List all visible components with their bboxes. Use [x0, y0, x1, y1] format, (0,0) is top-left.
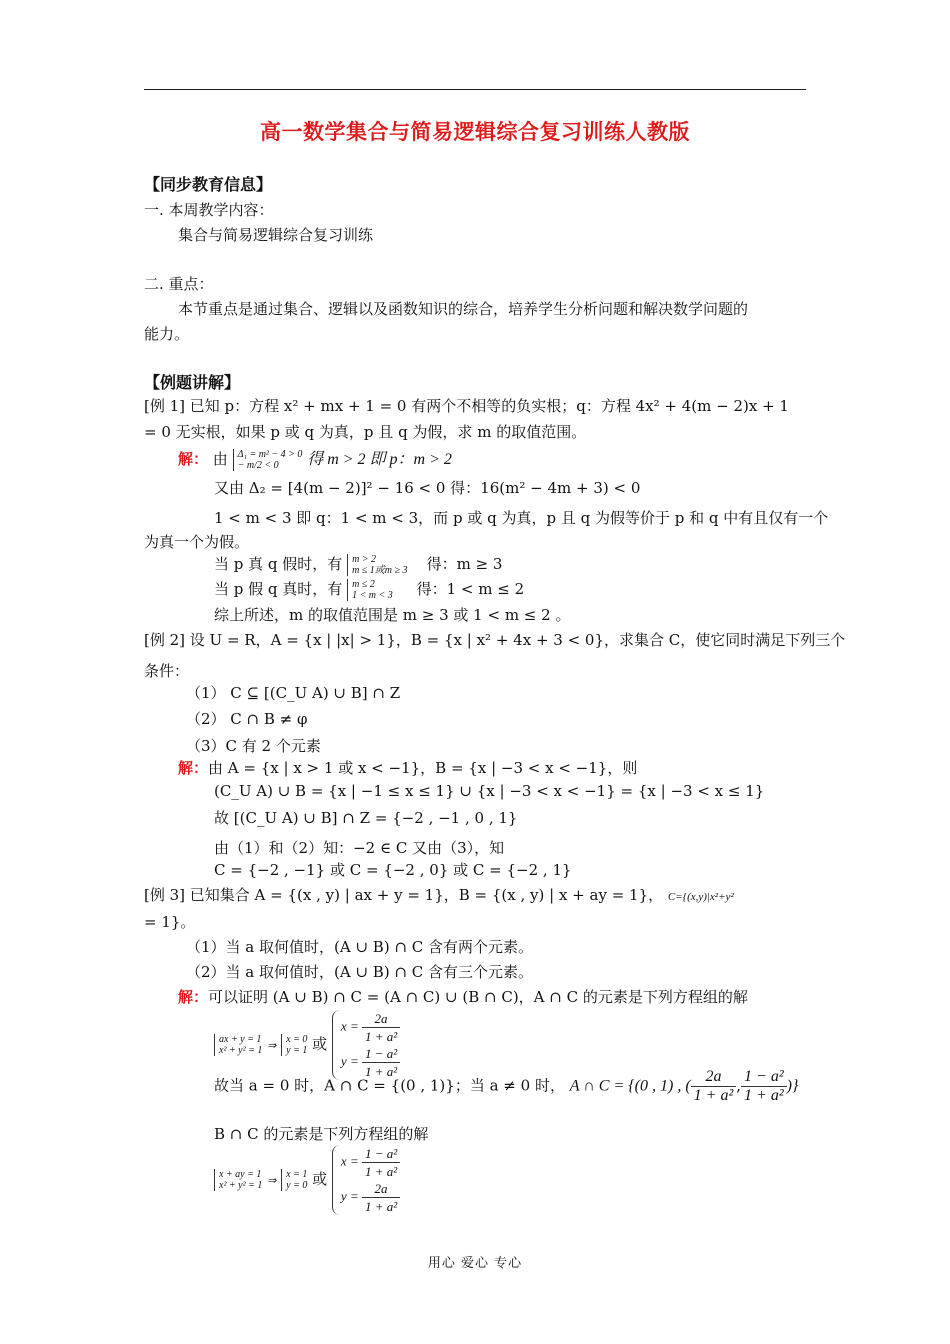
example3-solution-line2: 故当 a = 0 时，A ∩ C = {(0 , 1)}；当 a ≠ 0 时， A ∩ C = {(0 , 1) , ( $\frac{2a}{\text{1 + a²}}$ , $\frac{\text{1 − a²}}{\text{1 + a²}}$ )}: [214, 1068, 799, 1104]
item1-label: 一. 本周教学内容：: [144, 201, 274, 219]
equation-system-large: x = $\frac{2a}{\text{1 + a²}}$ y = $\frac{\text{1 − a²}}{\text{1 + a²}}$: [332, 1010, 400, 1080]
example3-solution-line1: 解：可以证明 (A ∪ B) ∩ C = (A ∩ C) ∪ (B ∩ C)，A ∩ C 的元素是下列方程组的解: [178, 988, 748, 1006]
example1-solution-line5: 当 p 真 q 假时，有 m > 2 m ≤ 1或m ≥ 3 得：m ≥ 3: [214, 554, 503, 576]
item1-text: 集合与简易逻辑综合复习训练: [178, 226, 374, 244]
example1-line1: [例 1] 已知 p：方程 x² + mx + 1 = 0 有两个不相等的负实根；q：方程 4x² + 4(m − 2)x + 1: [144, 397, 789, 415]
example3-question1: （1）当 a 取何值时，(A ∪ B) ∩ C 含有两个元素。: [186, 938, 534, 956]
equation-system-large: x = $\frac{\text{1 − a²}}{\text{1 + a²}}$ y = $\frac{2a}{\text{1 + a²}}$: [332, 1145, 400, 1215]
example2-condition3: （3）C 有 2 个元素: [186, 737, 321, 755]
example2-solution-line2: (C_U A) ∪ B = {x | −1 ≤ x ≤ 1} ∪ {x | −3 < x < −1} = {x | −3 < x ≤ 1}: [214, 782, 765, 800]
example1-solution-line7: 综上所述，m 的取值范围是 m ≥ 3 或 1 < m ≤ 2 。: [214, 606, 571, 624]
equation-system: m > 2 m ≤ 1或m ≥ 3: [347, 554, 407, 576]
document-title: 高一数学集合与简易逻辑综合复习训练人教版: [260, 120, 690, 144]
example2-solution-line5: C = {−2 , −1} 或 C = {−2 , 0} 或 C = {−2 , 1}: [214, 861, 572, 879]
implies-arrow: ⇒: [267, 1175, 277, 1187]
example3-question2: （2）当 a 取何值时，(A ∪ B) ∩ C 含有三个元素。: [186, 963, 534, 981]
item2-text-line2: 能力。: [144, 325, 190, 343]
example2-solution-line4: 由（1）和（2）知：−2 ∈ C 又由（3），知: [214, 839, 505, 857]
example1-solution-line6: 当 p 假 q 真时，有 m ≤ 2 1 < m < 3 得：1 < m ≤ 2: [214, 579, 525, 601]
equation-system: Δ₁ = m² − 4 > 0 − m/2 < 0: [233, 449, 303, 471]
example2-solution-line3: 故 [(C_U A) ∪ B] ∩ Z = {−2 , −1 , 0 , 1}: [214, 809, 518, 827]
example2-line2: 条件：: [144, 662, 190, 680]
example2-line1: [例 2] 设 U = R，A = {x | |x| > 1}，B = {x | x² + 4x + 3 < 0}，求集合 C，使它同时满足下列三个: [144, 631, 846, 649]
example2-solution-line1: 解：由 A = {x | x > 1 或 x < −1}，B = {x | −3 < x < −1}，则: [178, 759, 638, 777]
equation-system: x = 1 y = 0: [281, 1169, 307, 1191]
example1-solution-line2: 又由 Δ₂ = [4(m − 2)]² − 16 < 0 得：16(m² − 4m + 3) < 0: [214, 479, 641, 497]
top-rule: [144, 89, 806, 90]
solution-label: 解：: [178, 450, 209, 468]
example2-condition1: （1） C ⊆ [(C_U A) ∪ B] ∩ Z: [186, 684, 401, 702]
example3-system-b: x + ay = 1 x² + y² = 1 ⇒ x = 1 y = 0 或 x = $\frac{\text{1 − a²}}{\text{1 + a²}}$ y = $\frac{2a}{\text{1 + a²}}$: [214, 1145, 400, 1215]
example1-solution-line3: 1 < m < 3 即 q：1 < m < 3，而 p 或 q 为真，p 且 q 为假等价于 p 和 q 中有且仅有一个: [214, 509, 829, 527]
example3-set-c-fragment: C={(x,y)|x²+y²: [667, 891, 734, 903]
implies-arrow: ⇒: [267, 1040, 277, 1052]
example1-line2: = 0 无实根，如果 p 或 q 为真，p 且 q 为假，求 m 的取值范围。: [144, 423, 587, 441]
item2-label: 二. 重点：: [144, 275, 214, 293]
example2-condition2: （2） C ∩ B ≠ φ: [186, 710, 308, 728]
equation-system: ax + y = 1 x² + y² = 1: [214, 1034, 262, 1056]
example3-line1: [例 3] 已知集合 A = {(x , y) | ax + y = 1}，B = {(x , y) | x + ay = 1}， C={(x,y)|x²+y²: [144, 886, 734, 904]
example3-line2: = 1}。: [144, 913, 196, 931]
example3-system-a: ax + y = 1 x² + y² = 1 ⇒ x = 0 y = 1 或 x = $\frac{2a}{\text{1 + a²}}$ y = $\frac{\text{1 − a²}}{\text{1 + a²}}$: [214, 1010, 400, 1080]
example1-solution-line4: 为真一个为假。: [144, 533, 250, 551]
example3-solution-line3: B ∩ C 的元素是下列方程组的解: [214, 1125, 429, 1143]
section-heading-examples: 【例题讲解】: [144, 373, 241, 392]
item2-text-line1: 本节重点是通过集合、逻辑以及函数知识的综合，培养学生分析问题和解决数学问题的: [178, 300, 749, 318]
equation-system: m ≤ 2 1 < m < 3: [347, 579, 393, 601]
equation-system: x + ay = 1 x² + y² = 1: [214, 1169, 262, 1191]
equation-system: x = 0 y = 1: [281, 1034, 307, 1056]
page-footer: 用心 爱心 专心: [427, 1256, 523, 1271]
example1-solution-line1: 解： 由 Δ₁ = m² − 4 > 0 − m/2 < 0 得 m > 2 即 p：m > 2: [178, 449, 452, 471]
section-heading-sync-info: 【同步教育信息】: [144, 175, 273, 194]
